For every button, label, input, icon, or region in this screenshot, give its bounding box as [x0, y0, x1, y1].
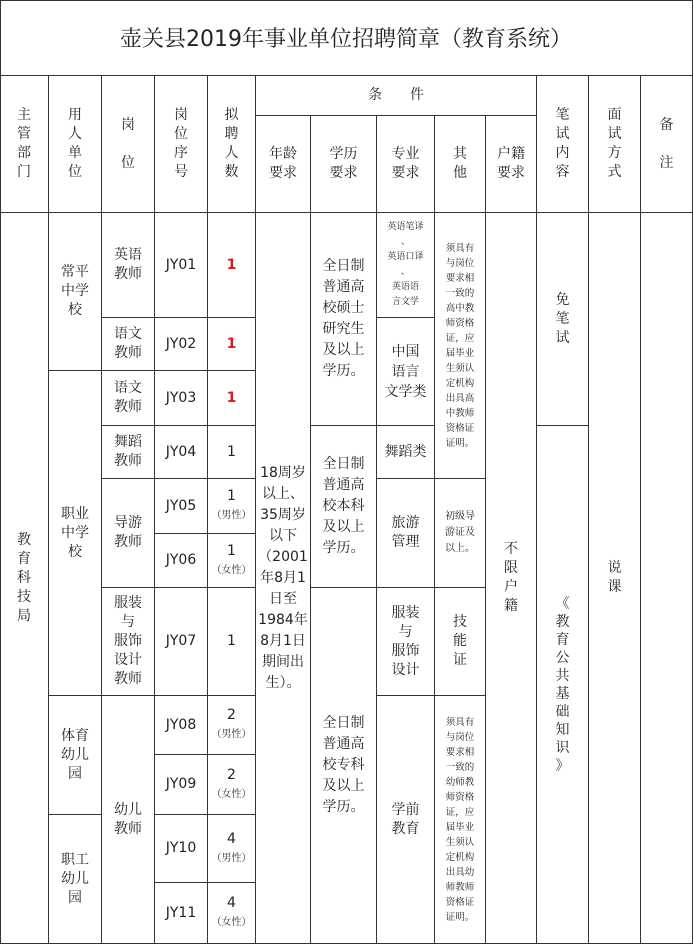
position-code: JY10 — [155, 815, 208, 883]
position-code: JY11 — [155, 883, 208, 944]
count-value: 1 — [227, 542, 236, 559]
education-bachelor: 全日制 普通高 校本科 及以上 学历。 — [311, 426, 377, 588]
position-code: JY05 — [155, 479, 208, 534]
count-value: 4 — [227, 895, 236, 911]
count-value: 1 — [227, 443, 236, 460]
count-gender: （男性） — [211, 729, 252, 740]
remarks-cell — [641, 213, 693, 944]
position-english-teacher: 英语 教师 — [102, 213, 155, 318]
count-cell — [208, 213, 256, 318]
education-college: 全日制 普通高 校专科 及以上 学历。 — [311, 588, 377, 944]
position-code: JY03 — [155, 371, 208, 426]
major-tourism: 旅游 管理 — [377, 479, 435, 588]
position-code: JY06 — [155, 534, 208, 588]
header-remarks: 备 注 — [641, 76, 693, 213]
position-code: JY04 — [155, 426, 208, 479]
count-value: 2 — [227, 766, 236, 783]
age-requirement: 18周岁 以上、 35周岁 以下 （2001 年8月1 日至 1984年 8月1日 期间出 生）。 — [256, 213, 311, 944]
interview-method: 说 课 — [589, 213, 641, 944]
count-cell — [208, 883, 256, 944]
header-position-code: 岗 位 序 号 — [155, 76, 208, 213]
unit-vocational: 职业 中学 校 — [49, 371, 102, 696]
other-guide-cert: 初级导 游证及 以上。 — [435, 479, 486, 588]
count-gender: （女性） — [211, 917, 252, 928]
other-kindergarten-cert: 须具有 与岗位 要求相 一致的 幼师教 师资格 证，应 届毕业 生须认 定机构 出具幼 师教师 资格证 证明。 — [435, 696, 486, 944]
other-high-school-cert: 须具有 与岗位 要求相 一致的 高中教 师资格 证，应 届毕业 生须认 定机构 出具高 中教师 资格证 证明。 — [435, 213, 486, 479]
header-interview: 面 试 方 式 — [589, 76, 641, 213]
header-written-exam: 笔 试 内 容 — [537, 76, 589, 213]
education-masters: 全日制 普通高 校硕士 研究生 及以上 学历。 — [311, 213, 377, 426]
count-cell — [208, 696, 256, 755]
position-code: JY07 — [155, 588, 208, 696]
count-cell — [208, 371, 256, 426]
count-cell — [208, 318, 256, 371]
header-age: 年龄 要求 — [256, 116, 311, 213]
position-code: JY09 — [155, 755, 208, 815]
position-chinese-teacher: 语文 教师 — [102, 318, 155, 371]
supervisor-cell: 教 育 科 技 局 — [0, 213, 49, 944]
header-other: 其 他 — [435, 116, 486, 213]
count-value: 1 — [226, 335, 237, 352]
header-position: 岗 位 — [102, 76, 155, 213]
position-code: JY01 — [155, 213, 208, 318]
count-cell — [208, 588, 256, 696]
header-major: 专业 要求 — [377, 116, 435, 213]
count-value: 1 — [226, 389, 237, 406]
other-skill-cert: 技 能 证 — [435, 588, 486, 696]
unit-changping: 常平 中学 校 — [49, 213, 102, 371]
position-fashion-teacher: 服装 与 服饰 设计 教师 — [102, 588, 155, 696]
position-code: JY08 — [155, 696, 208, 755]
position-kindergarten-teacher: 幼儿 教师 — [102, 696, 155, 944]
header-household: 户籍 要求 — [486, 116, 537, 213]
header-conditions: 条 件 — [256, 76, 537, 116]
major-dance: 舞蹈类 — [377, 426, 435, 479]
written-exam-public-basics: 《 教 育 公 共 基 础 知 识 》 — [537, 426, 589, 944]
count-gender: （男性） — [211, 852, 252, 864]
count-gender: （男性） — [211, 510, 252, 521]
count-gender: （女性） — [211, 564, 252, 576]
count-cell — [208, 479, 256, 534]
position-tour-guide-teacher: 导游 教师 — [102, 479, 155, 588]
position-code: JY02 — [155, 318, 208, 371]
position-dance-teacher: 舞蹈 教师 — [102, 426, 155, 479]
count-value: 1 — [227, 633, 236, 649]
unit-sports-kindergarten: 体育 幼儿 园 — [49, 696, 102, 815]
header-employer: 用 人 单 位 — [49, 76, 102, 213]
count-cell — [208, 426, 256, 479]
count-cell — [208, 755, 256, 815]
major-english: 英语笔译 、 英语口译 、 英语语 言文学 — [377, 213, 435, 318]
count-value: 4 — [227, 830, 236, 847]
header-education: 学历 要求 — [311, 116, 377, 213]
count-cell — [208, 534, 256, 588]
header-supervisor: 主 管 部 门 — [0, 76, 49, 213]
count-value: 1 — [227, 488, 236, 504]
unit-worker-kindergarten: 职工 幼儿 园 — [49, 815, 102, 944]
count-value: 2 — [227, 707, 236, 723]
table-title: 壶关县2019年事业单位招聘简章（教育系统） — [0, 0, 693, 76]
major-preschool: 学前 教育 — [377, 696, 435, 944]
position-chinese-teacher: 语文 教师 — [102, 371, 155, 426]
household-requirement: 不 限 户 籍 — [486, 213, 537, 944]
written-exam-exempt: 免 笔 试 — [537, 213, 589, 426]
major-fashion: 服装 与 服饰 设计 — [377, 588, 435, 696]
header-planned-count: 拟 聘 人 数 — [208, 76, 256, 213]
count-cell — [208, 815, 256, 883]
count-value: 1 — [226, 256, 237, 273]
count-gender: （女性） — [211, 788, 252, 800]
major-chinese: 中国 语言 文学类 — [377, 318, 435, 426]
